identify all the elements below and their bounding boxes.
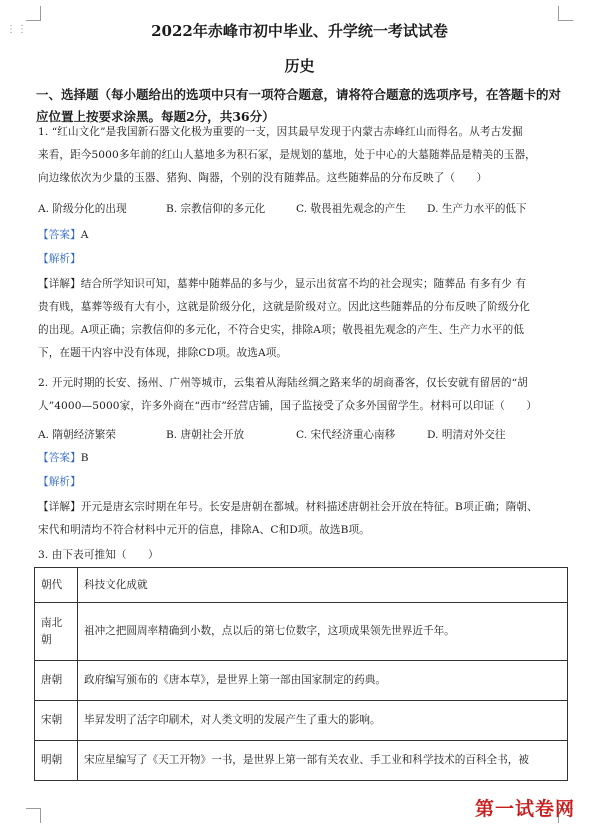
answer-value: B bbox=[80, 452, 89, 464]
table-row bbox=[35, 603, 568, 661]
crop-mark-bottom-left bbox=[26, 808, 41, 823]
q1-answer bbox=[38, 224, 566, 247]
drag-handle-icon[interactable]: ⋮⋮ bbox=[6, 24, 28, 35]
q2-stem-line: 人”4000—5000家，许多外商在“西市”经营店铺，国子监接受了众多外国留学生。材料可以印证（ ） bbox=[38, 400, 538, 412]
table-cell-dynasty: 宋朝 bbox=[35, 701, 78, 741]
q2-option-c: C. 宋代经济重心南移 bbox=[296, 429, 396, 441]
table-header-row bbox=[35, 568, 568, 603]
q1-analysis bbox=[38, 248, 566, 271]
table-cell-dynasty: 唐朝 bbox=[35, 661, 78, 701]
section-heading: 一、选择题（每小题给出的选项中只有一项符合题意，请将符合题意的选项序号，在答题卡的对应位置上按要求涂黑。每题2分，共36分） bbox=[36, 87, 562, 124]
detail-tag: 【详解】 bbox=[38, 278, 81, 290]
q1-stem-line: 向边缘依次为少量的玉器、猪狗、陶器，个别的没有随葬品。这些随葬品的分布反映了（ ） bbox=[38, 172, 488, 184]
answer-tag: 【答案】 bbox=[38, 452, 81, 464]
table-cell-dynasty: 明朝 bbox=[35, 741, 78, 781]
table-row bbox=[35, 701, 568, 741]
q1-detail-line: 下，在题干内容中没有体现，排除CD项。故选A项。 bbox=[38, 347, 288, 359]
q2-detail bbox=[38, 496, 566, 542]
table-cell-achievement: 政府编写颁布的《唐本草》，是世界上第一部由国家制定的药典。 bbox=[78, 661, 568, 701]
q2-option-b: B. 唐朝社会开放 bbox=[166, 429, 245, 441]
q2-analysis bbox=[38, 471, 566, 494]
q1-option-c: C. 敬畏祖先观念的产生 bbox=[296, 203, 406, 215]
q1-stem-line: 来看，距今5000多年前的红山人墓地多为积石冢，是规划的墓地，处于中心的大墓随葬品是精美的玉器， bbox=[38, 149, 536, 161]
achievements-table bbox=[34, 567, 568, 781]
table-row bbox=[35, 661, 568, 701]
q2-stem bbox=[38, 372, 566, 418]
q2-option-d: D. 明清对外交往 bbox=[427, 429, 506, 441]
table-row bbox=[35, 741, 568, 781]
q2-options bbox=[38, 427, 578, 442]
q1-options bbox=[38, 201, 578, 216]
q2-option-a: A. 隋朝经济繁荣 bbox=[38, 429, 116, 441]
table-cell-dynasty: 南北朝 bbox=[35, 603, 78, 661]
q2-stem-line: 2. 开元时期的长安、扬州、广州等城市，云集着从海陆丝绸之路来华的胡商番客，仅长安就有留居的“胡 bbox=[38, 377, 528, 389]
q1-option-d: D. 生产力水平的低下 bbox=[427, 203, 527, 215]
q1-detail-line: 贵有贱，墓葬等级有大有小，这就是阶级分化，这就是阶级对立。因此这些随葬品的分布反映了阶级分化 bbox=[38, 301, 530, 313]
q2-answer bbox=[38, 447, 566, 470]
crop-mark-top-right bbox=[558, 6, 573, 21]
answer-value: A bbox=[80, 229, 89, 241]
q1-stem-line: 1. “红山文化”是我国新石器文化极为重要的一支，因其最早发现于内蒙古赤峰红山而得名。从考古发掘 bbox=[38, 126, 523, 138]
table-header-achievement: 科技文化成就 bbox=[78, 568, 568, 603]
q1-detail-line: 的出现。A项正确；宗教信仰的多元化，不符合史实，排除A项；敬畏祖先观念的产生、生产力水平的低 bbox=[38, 324, 525, 336]
analysis-tag: 【解析】 bbox=[38, 253, 81, 265]
q3-stem: 3. 由下表可推知（ ） bbox=[38, 549, 159, 561]
q1-option-b: B. 宗教信仰的多元化 bbox=[166, 203, 266, 215]
table-cell-achievement: 毕昇发明了活字印刷术，对人类文明的发展产生了重大的影响。 bbox=[78, 701, 568, 741]
subject-heading: 历史 bbox=[284, 57, 315, 75]
analysis-tag: 【解析】 bbox=[38, 476, 81, 488]
q1-detail-line: 结合所学知识可知，墓葬中随葬品的多与少，显示出贫富不均的社会现实；随葬品 有多有少 有 bbox=[80, 278, 527, 290]
site-watermark-logo: 第一试卷网 bbox=[474, 798, 575, 820]
q2-detail-line: 宋代和明清均不符合材料中元开的信息，排除A、C和D项。故选B项。 bbox=[38, 524, 370, 536]
detail-tag: 【详解】 bbox=[38, 501, 81, 513]
crop-mark-top-left bbox=[26, 6, 41, 21]
answer-tag: 【答案】 bbox=[38, 229, 81, 241]
q2-detail-line: 开元是唐玄宗时期在年号。长安是唐朝在都城。材料描述唐朝社会开放在特征。B项正确；隋朝、 bbox=[80, 501, 538, 513]
q1-detail bbox=[38, 273, 566, 365]
table-header-dynasty: 朝代 bbox=[35, 568, 78, 603]
q1-stem bbox=[38, 121, 566, 190]
q1-option-a: A. 阶级分化的出现 bbox=[38, 203, 127, 215]
table-cell-achievement: 祖冲之把圆周率精确到小数，点以后的第七位数字，这项成果领先世界近千年。 bbox=[78, 603, 568, 661]
table-cell-achievement: 宋应星编写了《天工开物》一书，是世界上第一部有关农业、手工业和科学技术的百科全书，被 bbox=[78, 741, 568, 781]
page-title: 2022年赤峰市初中毕业、升学统一考试试卷 bbox=[151, 22, 448, 40]
